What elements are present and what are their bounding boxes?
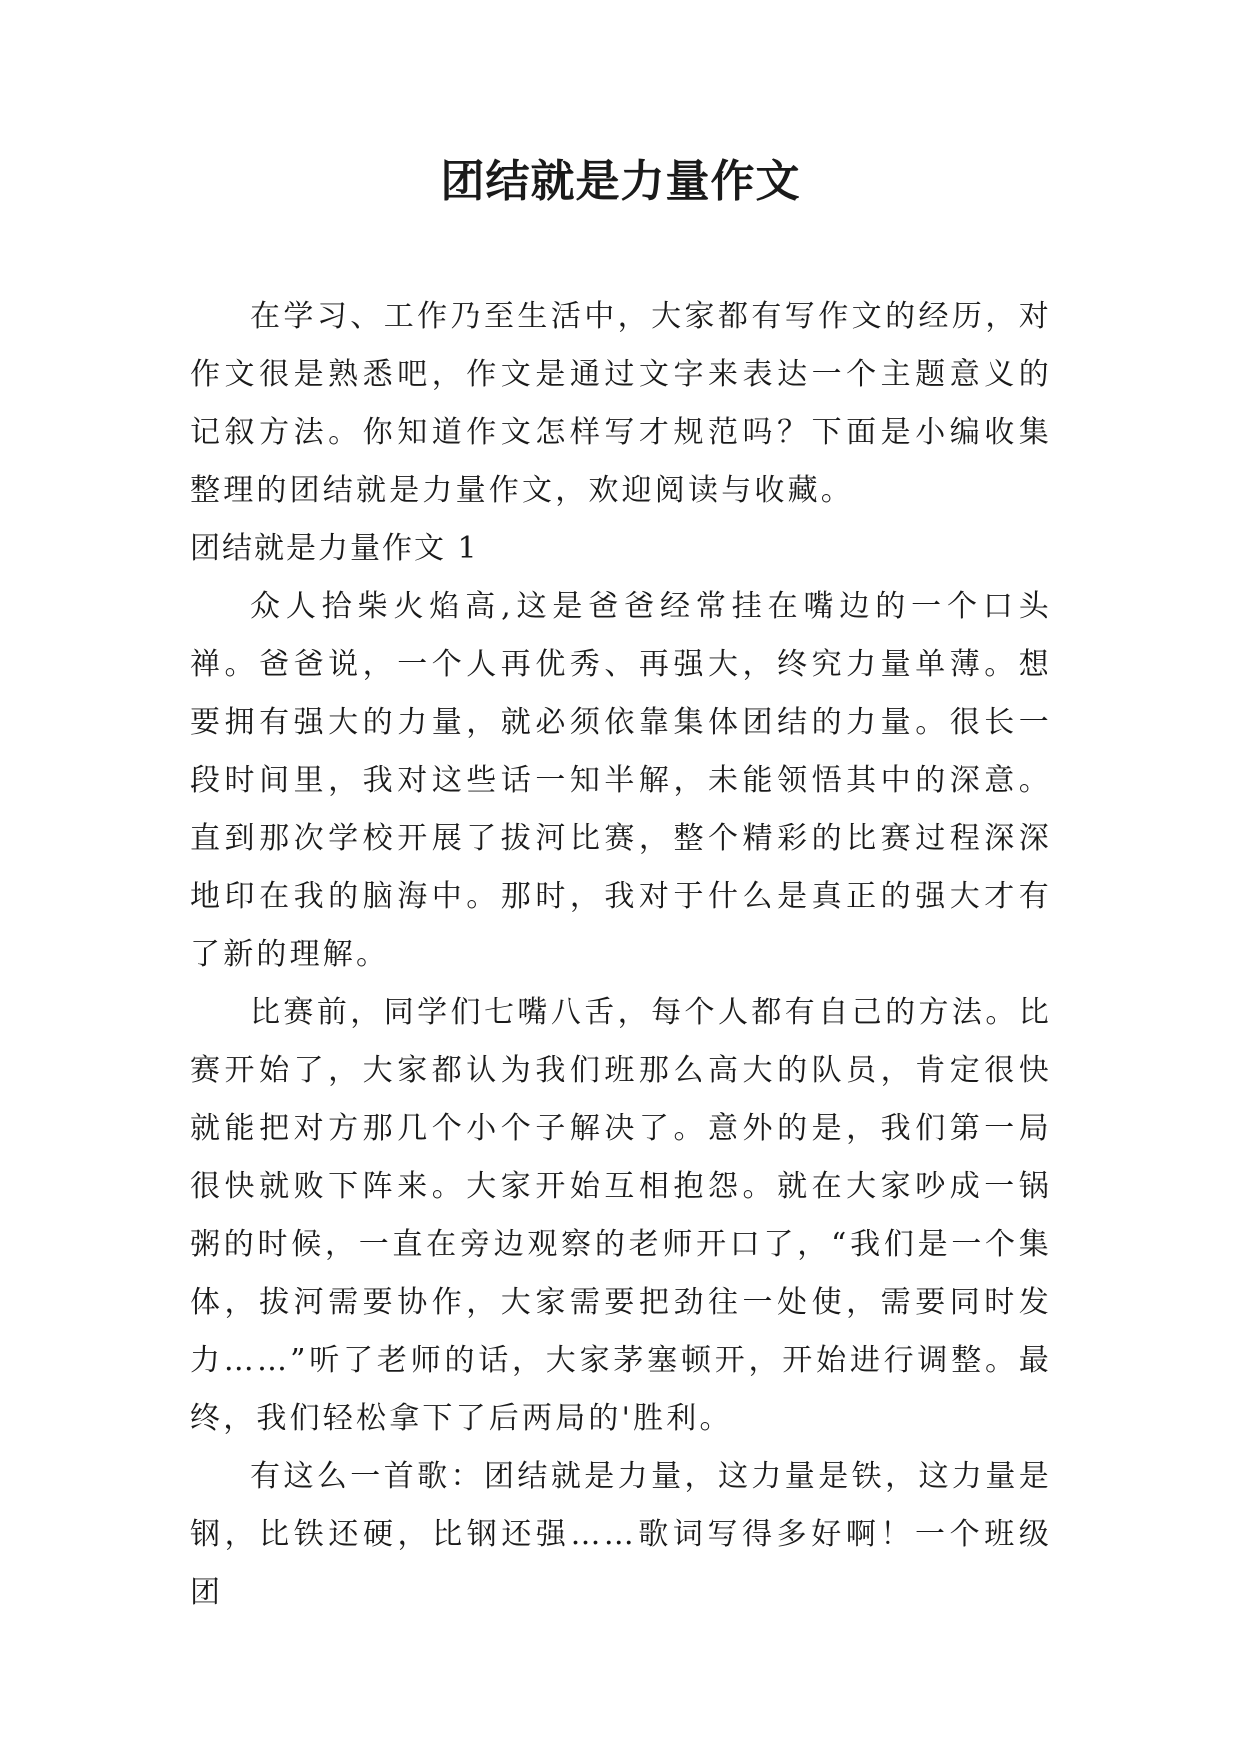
body-paragraph-1: 众人拾柴火焰高,这是爸爸经常挂在嘴边的一个口头禅。爸爸说，一个人再优秀、再强大，终究力量单薄。想要拥有强大的力量，就必须依靠集体团结的力量。很长一段时间里，我对这些话一知半解，未能领悟其中的深意。直到那次学校开展了拔河比赛，整个精彩的比赛过程深深地印在我的脑海中。那时，我对于什么是真正的强大才有了新的理解。 xyxy=(190,589,1052,972)
intro-paragraph: 在学习、工作乃至生活中，大家都有写作文的经历，对作文很是熟悉吧，作文是通过文字来表达一个主题意义的记叙方法。你知道作文怎样写才规范吗？下面是小编收集整理的团结就是力量作文，欢迎阅读与收藏。 xyxy=(190,299,1052,508)
document-body xyxy=(190,288,1052,1622)
section-heading: 团结就是力量作文 1 xyxy=(190,531,479,566)
document-title: 团结就是力量作文 xyxy=(440,156,801,207)
body-paragraph-3: 有这么一首歌：团结就是力量，这力量是铁，这力量是钢，比铁还硬，比钢还强……歌词写得多好啊！一个班级团 xyxy=(190,1459,1052,1610)
body-paragraph-2: 比赛前，同学们七嘴八舌，每个人都有自己的方法。比赛开始了，大家都认为我们班那么高大的队员，肯定很快就能把对方那几个小个子解决了。意外的是，我们第一局很快就败下阵来。大家开始互相抱怨。就在大家吵成一锅粥的时候，一直在旁边观察的老师开口了，“我们是一个集体，拔河需要协作，大家需要把劲往一处使，需要同时发力……”听了老师的话，大家茅塞顿开，开始进行调整。最终，我们轻松拿下了后两局的'胜利。 xyxy=(190,995,1052,1436)
